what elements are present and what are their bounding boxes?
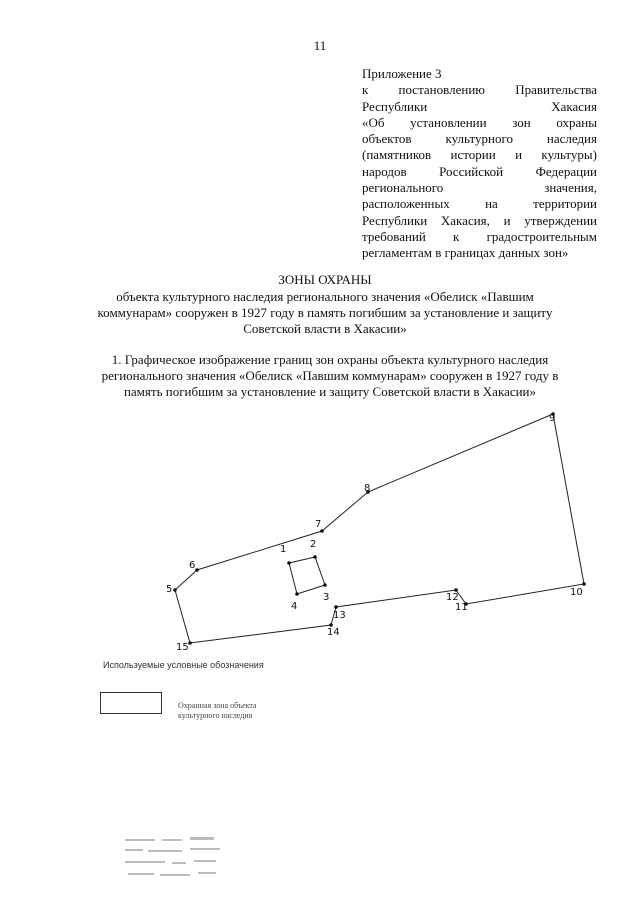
page-number: 11 (313, 38, 327, 53)
point-label: 10 (570, 587, 583, 598)
title-heading: ЗОНЫ ОХРАНЫ (278, 272, 372, 287)
section-line: регионального значения «Обелиск «Павшим коммунарам» сооружен в 1927 году в (101, 368, 559, 383)
protection-zone-boundary (175, 414, 584, 643)
point-label: 14 (327, 627, 340, 638)
legend-title: Используемые условные обозначения (103, 660, 264, 670)
vertex-point (313, 555, 317, 559)
title-line: Советской власти в Хакасии» (243, 321, 407, 336)
appendix-line: требований к градостроительным (362, 228, 597, 244)
appendix-line: «Об установлении зон охраны (362, 114, 597, 130)
vertex-point (195, 568, 199, 572)
title-line: коммунарам» сооружен в 1927 году в память погибшим за установление и защиту (97, 305, 553, 320)
vertex-markers (173, 412, 586, 645)
point-label: 11 (455, 602, 468, 613)
section-title (80, 352, 580, 400)
appendix-line: регионального значения, (362, 180, 597, 196)
point-label: 6 (189, 560, 196, 571)
appendix-line: (памятников истории и культуры) (362, 147, 597, 163)
legend-label: Охранная зона объекта культурного наследия (178, 701, 257, 720)
point-label: 1 (280, 544, 287, 555)
monument-footprint (289, 557, 325, 594)
section-line: память погибшим за установление и защиту Советской власти в Хакасии» (123, 384, 537, 399)
title-line: объекта культурного наследия регионального значения «Обелиск «Павшим (116, 289, 534, 304)
appendix-line: расположенных на территории (362, 196, 597, 212)
point-label: 4 (291, 601, 298, 612)
appendix-line: Приложение 3 (362, 66, 442, 81)
document-title (90, 272, 560, 337)
point-label: 5 (166, 584, 173, 595)
vertex-point (295, 592, 299, 596)
appendix-line: к постановлению Правительства (362, 82, 597, 98)
appendix-line: объектов культурного наследия (362, 131, 597, 147)
appendix-line: Республики Хакасия, и утверждении (362, 212, 597, 228)
boundary-diagram (0, 400, 640, 660)
appendix-line: регламентам в границах данных зон» (362, 245, 569, 261)
point-label: 15 (176, 642, 189, 653)
vertex-point (323, 583, 327, 587)
appendix-block (362, 66, 597, 262)
point-label: 3 (323, 592, 330, 603)
vertex-point (582, 582, 586, 586)
point-label: 2 (310, 539, 317, 550)
point-label: 12 (446, 592, 459, 603)
vertex-point (188, 641, 192, 645)
appendix-line: Республики Хакасия (362, 98, 597, 114)
vertex-point (173, 588, 177, 592)
point-label: 13 (333, 610, 346, 621)
faded-stamp-mark (120, 835, 240, 885)
point-label: 7 (315, 519, 322, 530)
point-label: 8 (364, 483, 371, 494)
vertex-point (287, 561, 291, 565)
point-label: 9 (549, 413, 556, 424)
legend-swatch (100, 692, 162, 714)
vertex-point (334, 605, 338, 609)
section-line: 1. Графическое изображение границ зон охраны объекта культурного наследия (111, 352, 549, 367)
appendix-line: народов Российской Федерации (362, 163, 597, 179)
